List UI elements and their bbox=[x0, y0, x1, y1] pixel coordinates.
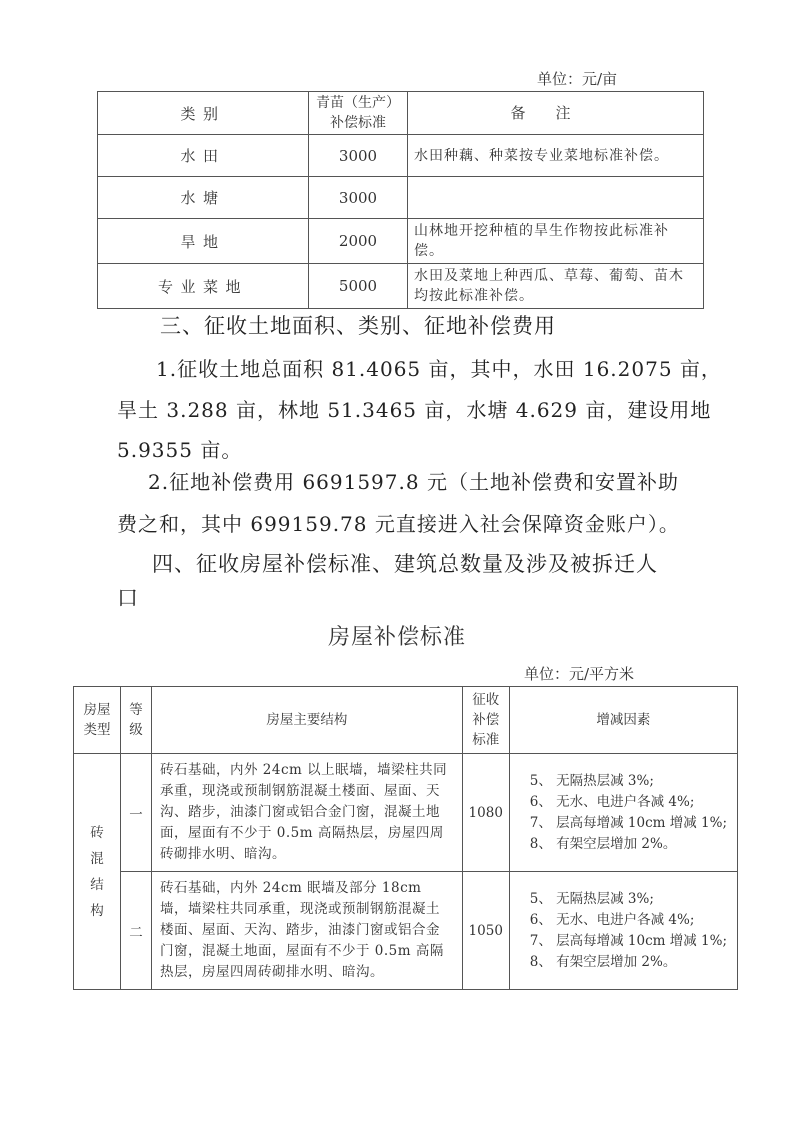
table-row bbox=[74, 872, 738, 990]
header-category: 类别 bbox=[98, 92, 309, 135]
cell-type bbox=[74, 754, 121, 990]
section4-heading-line2: 口 bbox=[117, 586, 139, 610]
table2-title: 房屋补偿标准 bbox=[328, 625, 467, 650]
cell-category: 旱地 bbox=[98, 219, 309, 264]
header-grade-text: 等级 bbox=[129, 702, 143, 738]
header-remark: 备注 bbox=[408, 92, 704, 135]
header-standard bbox=[462, 687, 509, 754]
table-row bbox=[98, 135, 704, 177]
section3-heading: 三、征收土地面积、类别、征地补偿费用 bbox=[160, 314, 556, 338]
cell-grade: 一 bbox=[121, 754, 152, 872]
cell-structure: 砖石基础，内外 24cm 眠墙及部分 18cm 墙，墙梁柱共同承重，现浇或预制钢筋混凝土楼面、屋面、天沟、踏步，油漆门窗或铝合金门窗，混凝土地面，屋面有不少于 0.5m 高隔热层，房屋四周砖砌排水明、暗沟。 bbox=[152, 872, 463, 990]
header-factors: 增减因素 bbox=[509, 687, 737, 754]
factor-item: 5、 无隔热层减 3%; bbox=[529, 772, 654, 789]
cell-structure: 砖石基础，内外 24cm 以上眠墙，墙梁柱共同承重，现浇或预制钢筋混凝土楼面、屋面、天沟、踏步，油漆门窗或铝合金门窗，混凝土地面，屋面有不少于 0.5m 高隔热层，房屋四周砖砌排水明、暗沟。 bbox=[152, 754, 463, 872]
table2-unit-label: 单位：元/平方米 bbox=[524, 665, 635, 683]
section3-para1-line3: 5.9355 亩。 bbox=[117, 438, 243, 462]
section3-para1-line2: 旱土 3.288 亩，林地 51.3465 亩，水塘 4.629 亩，建设用地 bbox=[117, 398, 712, 422]
table1-unit-label: 单位：元/亩 bbox=[537, 70, 618, 88]
header-type-text: 房屋类型 bbox=[83, 702, 111, 738]
section3-para2-line1: 2.征地补偿费用 6691597.8 元（土地补偿费和安置补助 bbox=[148, 470, 679, 494]
header-grade bbox=[121, 687, 152, 754]
house-compensation-table bbox=[73, 686, 738, 990]
cell-factors bbox=[509, 754, 737, 872]
cell-standard: 3000 bbox=[309, 177, 408, 219]
cell-category: 水田 bbox=[98, 135, 309, 177]
factor-item: 8、 有架空层增加 2%。 bbox=[529, 953, 677, 970]
cell-remark: 山林地开挖种植的旱生作物按此标准补偿。 bbox=[408, 219, 704, 264]
header-structure: 房屋主要结构 bbox=[152, 687, 463, 754]
header-standard: 青苗（生产）补偿标准 bbox=[309, 92, 408, 135]
section3-para2-line2: 费之和，其中 699159.78 元直接进入社会保障资金账户）。 bbox=[117, 512, 680, 536]
table-row bbox=[74, 754, 738, 872]
factor-item: 6、 无水、电进户各减 4%; bbox=[529, 793, 695, 810]
cell-remark: 水田及菜地上种西瓜、草莓、葡萄、苗木均按此标准补偿。 bbox=[408, 264, 704, 309]
cell-grade: 二 bbox=[121, 872, 152, 990]
table-row bbox=[98, 264, 704, 309]
cell-remark: 水田种藕、种菜按专业菜地标准补偿。 bbox=[408, 135, 704, 177]
section4-heading-line1: 四、征收房屋补偿标准、建筑总数量及涉及被拆迁人 bbox=[152, 552, 658, 576]
cell-standard: 5000 bbox=[309, 264, 408, 309]
cell-type-text: 砖混结构 bbox=[90, 824, 104, 919]
cell-standard: 1050 bbox=[462, 872, 509, 990]
table-header-row bbox=[74, 687, 738, 754]
factor-item: 8、 有架空层增加 2%。 bbox=[529, 835, 677, 852]
seedling-compensation-table bbox=[97, 91, 704, 309]
cell-standard: 1080 bbox=[462, 754, 509, 872]
section3-para1-line1: 1.征收土地总面积 81.4065 亩，其中，水田 16.2075 亩， bbox=[156, 357, 722, 381]
cell-standard: 3000 bbox=[309, 135, 408, 177]
cell-category: 专业菜地 bbox=[98, 264, 309, 309]
header-type bbox=[74, 687, 121, 754]
cell-category: 水塘 bbox=[98, 177, 309, 219]
factor-item: 5、 无隔热层减 3%; bbox=[529, 890, 654, 907]
header-standard-text: 征收补偿标准 bbox=[472, 692, 500, 748]
table-row bbox=[98, 219, 704, 264]
cell-factors bbox=[509, 872, 737, 990]
cell-standard: 2000 bbox=[309, 219, 408, 264]
factor-item: 7、 层高每增减 10cm 增减 1%; bbox=[529, 932, 727, 949]
factor-item: 7、 层高每增减 10cm 增减 1%; bbox=[529, 814, 727, 831]
factor-item: 6、 无水、电进户各减 4%; bbox=[529, 911, 695, 928]
table-header-row bbox=[98, 92, 704, 135]
cell-remark bbox=[408, 177, 704, 219]
table-row bbox=[98, 177, 704, 219]
